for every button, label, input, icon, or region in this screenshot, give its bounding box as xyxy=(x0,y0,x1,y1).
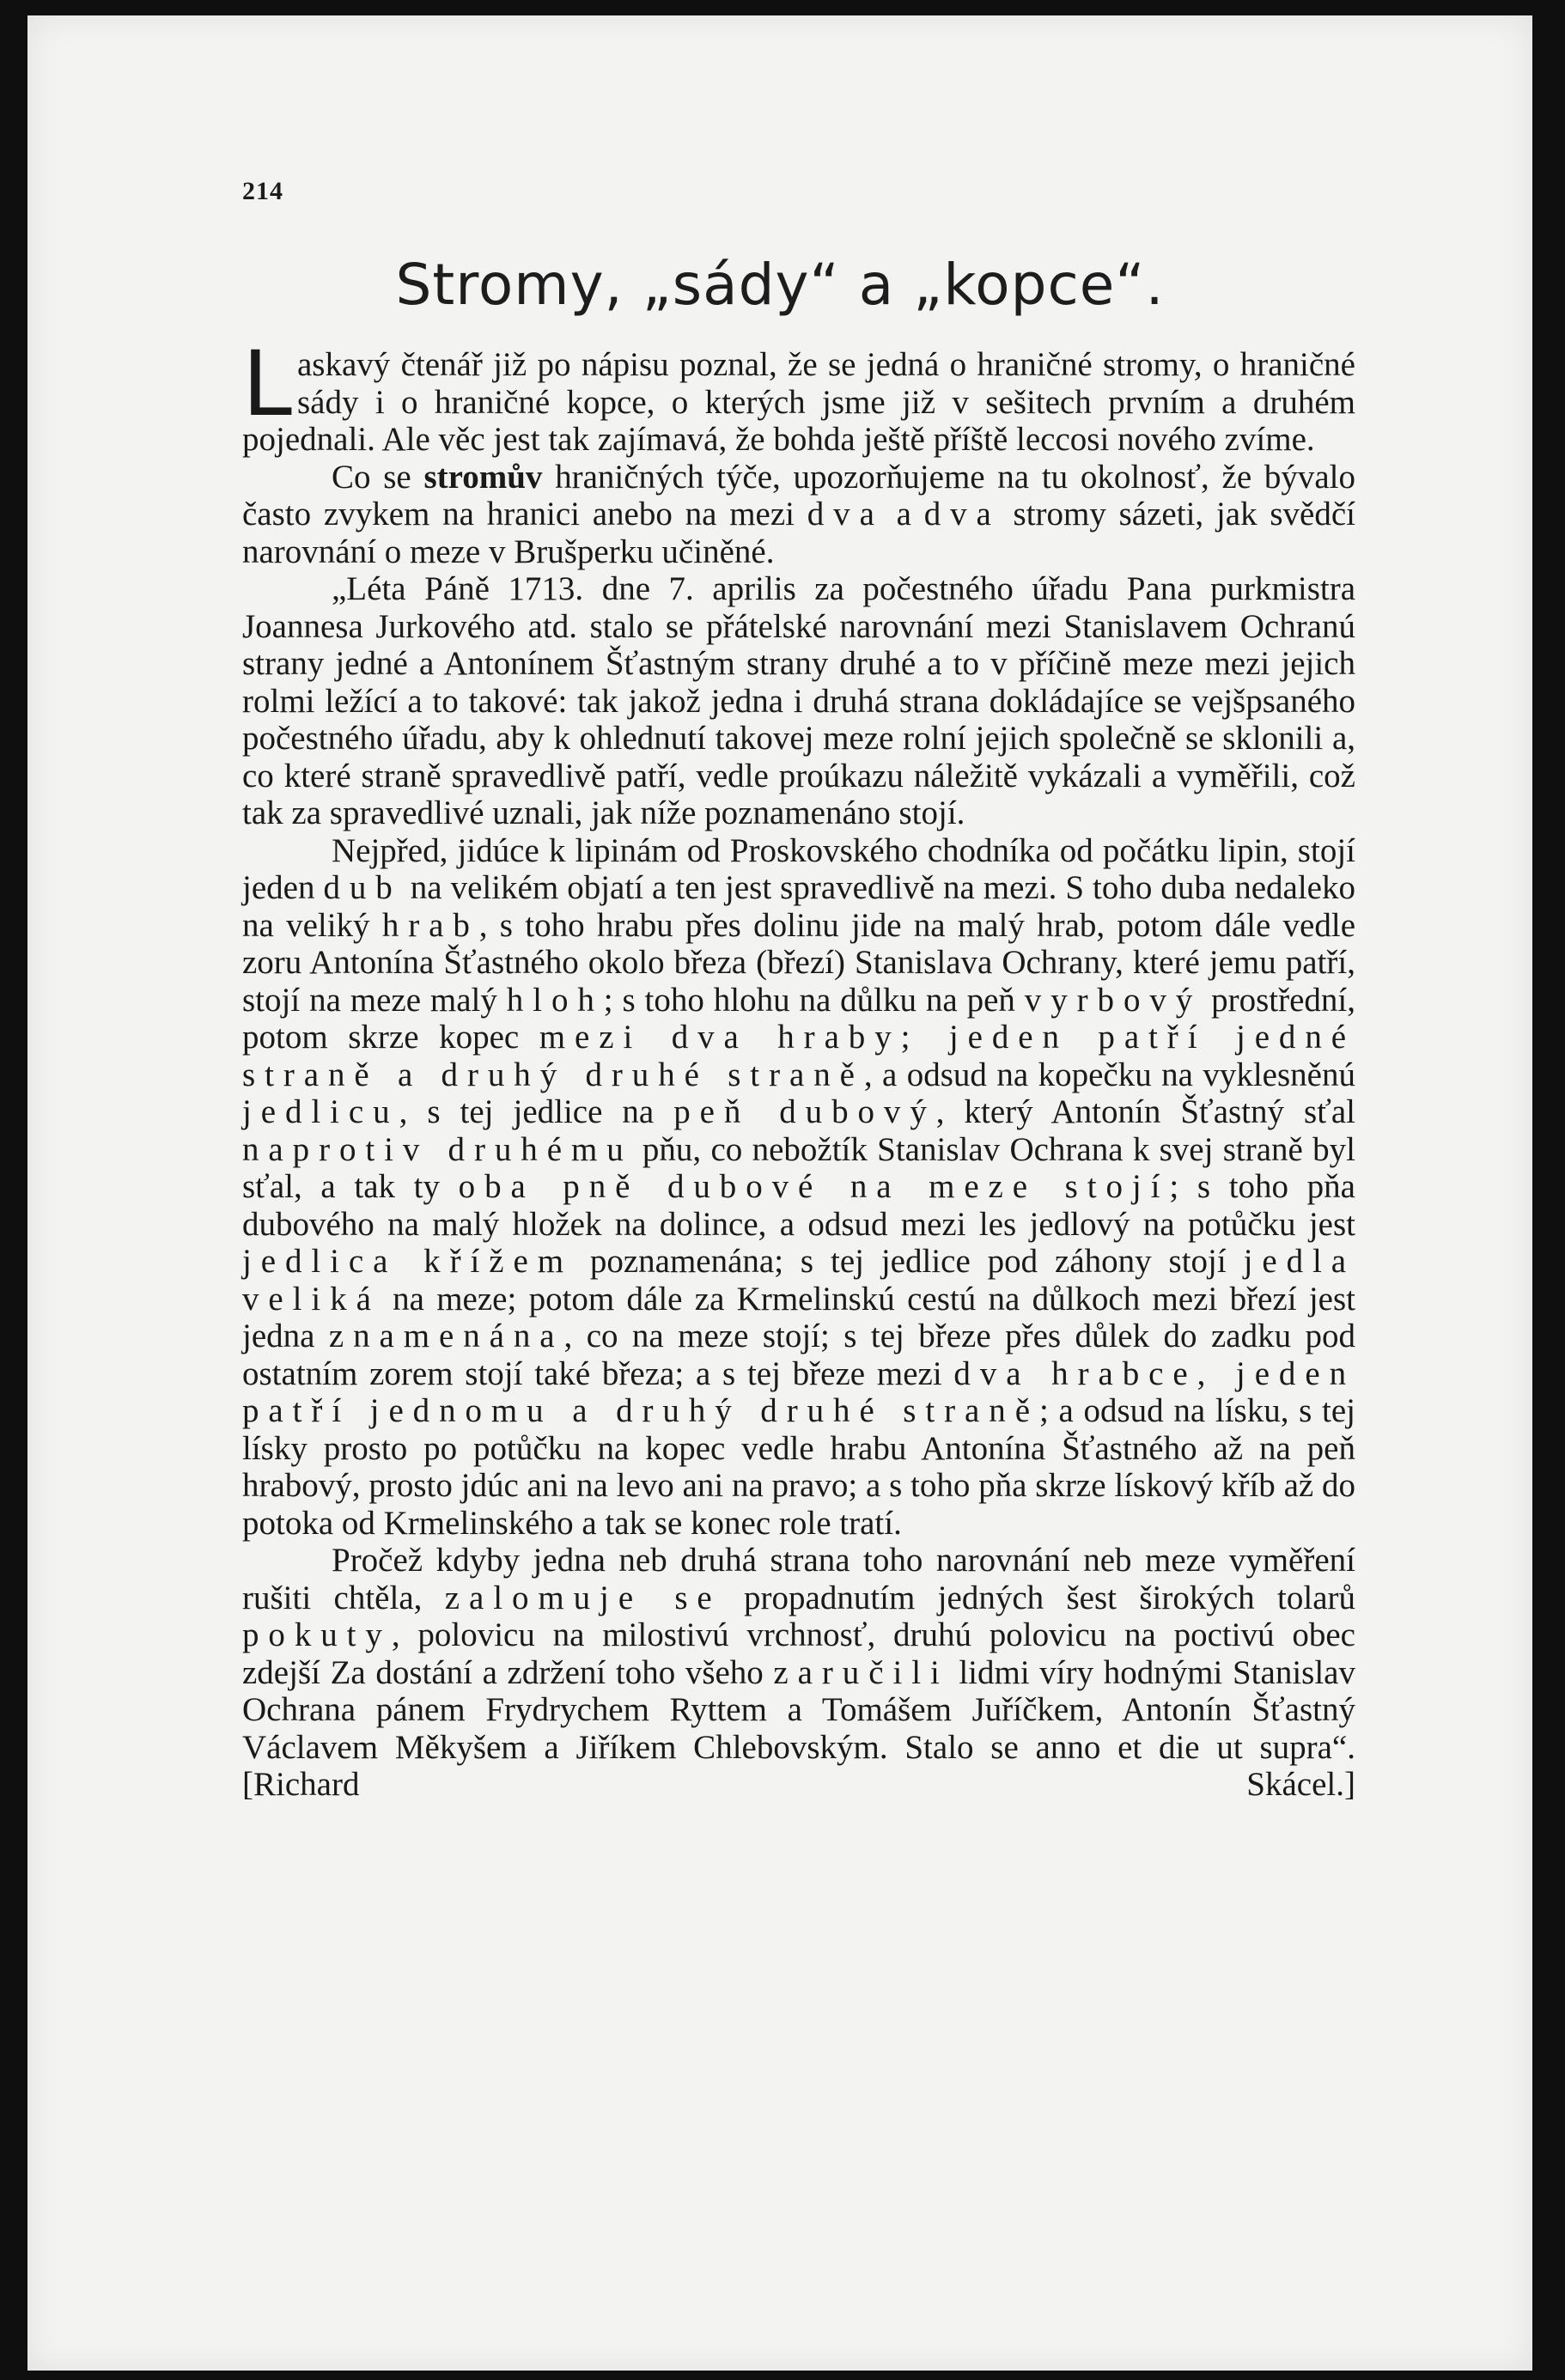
article-title: Stromy, „sády“ a „kopce“. xyxy=(395,252,1165,318)
drop-cap: L xyxy=(242,332,292,436)
paragraph-trees: Co se stromův hraničných týče, upozorňujeme na tu okolnosť, že bývalo často zvykem na hranici anebo na mezi dva a dva stromy sázeti, jak svědčí narovnání o meze v Brušperku učiněné. xyxy=(242,458,1355,570)
article-body xyxy=(242,332,1356,1804)
bold-term: stromův xyxy=(423,458,543,496)
paragraph-intro: Laskavý čtenář již po nápisu poznal, že se jedná o hraničné stromy, o hraničné sády i o hraničné kopce, o kterých jsme již v sešitech prvním a druhém pojednali. Ale věc jest tak zajímavá, že bohda ještě příště leccosi nového zvíme. xyxy=(242,332,1355,458)
page-number: 214 xyxy=(242,177,283,205)
paragraph-penalty: Pročež kdyby jedna neb druhá strana toho narovnání neb meze vyměření rušiti chtěla, zalomuje se propadnutím jedných šest širokých tolarů pokuty, polovicu na milostivú vrchnosť, druhú polovicu na poctivú obec zdejší Za dostání a zdržení toho všeho zaručili lidmi víry hodnými Stanislav Ochrana pánem Frydrychem Ryttem a Tomášem Juříčkem, Antonín Šťastný Václavem Měkyšem a Jiříkem Chlebovským. Stalo se anno et die ut supra“. [Richard Skácel.] xyxy=(242,1542,1355,1803)
paragraph-boundary-description: Nejpřed, jidúce k lipinám od Proskovského chodníka od počátku lipin, stojí jeden dub na velikém objatí a ten jest spravedlivě na mezi. S toho duba nedaleko na veliký hrab, s toho hrabu přes dolinu jide na malý hrab, potom dále vedle zoru Antonína Šťastného okolo březa (březí) Stanislava Ochrany, které jemu patří, stojí na meze malý hloh; s toho hlohu na důlku na peň vyrbový prostřední, potom skrze kopec mezi dva hraby; jeden patří jedné straně a druhý druhé straně, a odsud na kopečku na vyklesněnú jedlicu, s tej jedlice na peň dubový, který Antonín Šťastný sťal naprotiv druhému pňu, co nebožtík Stanislav Ochrana k svej straně byl sťal, a tak ty oba pně dubové na meze stojí; s toho pňa dubového na malý hložek na dolince, a odsud mezi les jedlový na potůčku jest jedlica křížem poznamenána; s tej jedlice pod záhony stojí jedla veliká na meze; potom dále za Krmelinskú cestú na důlkoch mezi březí jest jedna znamenána, co na meze stojí; s tej březe přes důlek do zadku pod ostatním zorem stojí také březa; a s tej březe mezi dva hrabce, jeden patří jednomu a druhý druhé straně; a odsud na lísku, s tej lísky prosto po potůčku na kopec vedle hrabu Antonína Šťastného až na peň hrabový, prosto jdúc ani na levo ani na pravo; a s toho pňa skrze lískový kříb až do potoka od Krmelinského a tak se konec role tratí. xyxy=(242,831,1356,1542)
book-page xyxy=(27,15,1532,2371)
paragraph-agreement: „Léta Páně 1713. dne 7. aprilis za počestného úřadu Pana purkmistra Joannesa Jurkového atd. stalo se přátelské narovnání mezi Stanislavem Ochranú strany jedné a Antonínem Šťastným strany druhé a to v příčině meze mezi jejich rolmi ležící a to takové: tak jakož jedna i druhá strana dokládajíce se vejšpsaného počestného úřadu, aby k ohlednutí takovej meze rolní jejich společně se sklonili a, co které straně spravedlivě patří, vedle proúkazu náležitě vykázali a vyměřili, což tak za spravedlivé uznali, jak níže poznamenáno stojí. xyxy=(242,570,1355,831)
author-signature: [Richard Skácel.] xyxy=(242,1766,1355,1803)
